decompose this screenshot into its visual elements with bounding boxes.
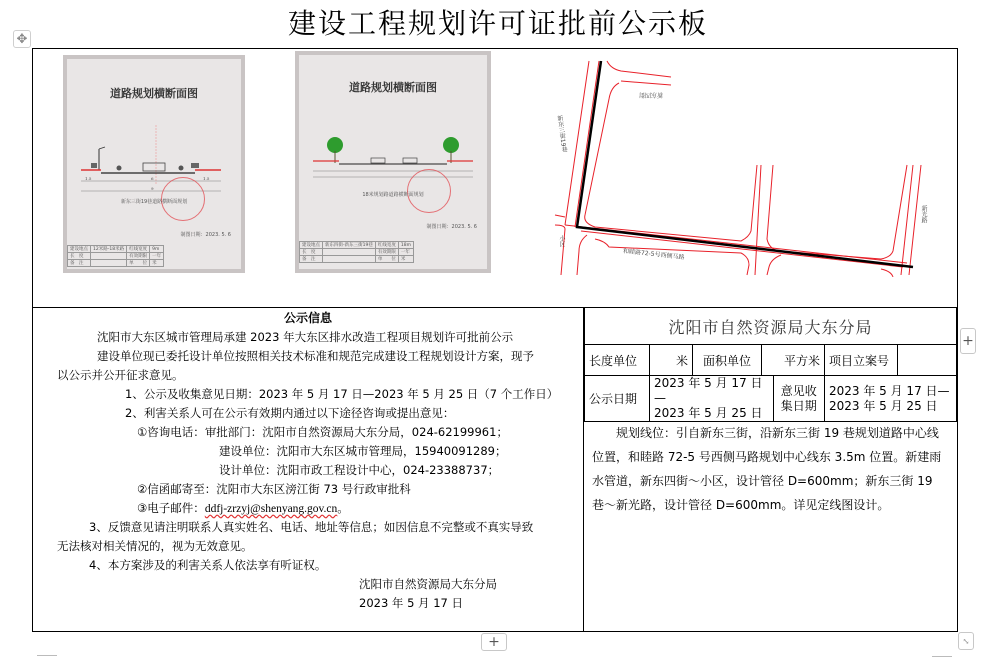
notice-heading: 公示信息 — [283, 311, 332, 325]
photo-info-table: 建设地点 12米路-18米路 红线宽度 9m 长 度 有效期限 一年 备 注 单 位 米 — [67, 245, 164, 267]
notice-item-4: 4、本方案涉及的利害关系人依法享有听证权。 — [89, 558, 327, 572]
photo-info-table: 建设地点 新东四街-新东三街19巷 红线宽度 18m 长 度 有效期限 一年 备 注 单 位 米 — [299, 241, 414, 263]
length-unit-label: 长度单位 — [585, 345, 650, 376]
notice-board-table — [32, 48, 958, 632]
consult-design-unit: 设计单位：沈阳市政工程设计中心，024-23388737； — [219, 463, 500, 477]
table-resize-handle-icon[interactable]: ⤡ — [958, 632, 974, 650]
road-label-right: 新光路 — [920, 205, 927, 223]
email-link[interactable]: ddfj-zrzyj@shenyang.gov.cn — [204, 503, 338, 515]
length-unit-value: 米 — [650, 345, 693, 376]
area-label-left: 小区 — [558, 235, 565, 247]
road-label-bottom: 和睦路72-5号西侧马路 — [622, 247, 685, 262]
area-unit-label: 面积单位 — [693, 345, 762, 376]
notice-item-2: 2、利害关系人可在公示有效期内通过以下途径咨询或提出意见： — [125, 406, 455, 420]
table-move-handle-icon[interactable]: ✥ — [13, 30, 31, 48]
add-row-button[interactable]: + — [481, 633, 507, 651]
project-no-value[interactable] — [898, 345, 957, 376]
consult-phone-row-1 — [137, 423, 508, 442]
notice-intro-1: 沈阳市大东区城市管理局承建 2023 年大东区排水改造工程项目规划许可批前公示 — [97, 330, 514, 344]
issuing-authority: 沈阳市自然资源局大东分局 — [585, 308, 957, 345]
project-info-table — [584, 307, 957, 422]
images-row — [33, 49, 957, 308]
notice-intro-2a: 建设单位现已委托设计单位按照相关技术标准和规范完成建设工程规划设计方案，现予 — [97, 349, 534, 363]
drawing-date: 制图日期：2023. 5. 6 — [180, 232, 231, 238]
notice-item-1: 1、公示及收集意见日期：2023 年 5 月 17 日—2023 年 5 月 25 日（7 个工作日） — [125, 387, 559, 401]
svg-text:6: 6 — [151, 176, 154, 181]
project-no-label: 项目立案号 — [825, 345, 898, 376]
svg-text:9: 9 — [151, 186, 154, 191]
svg-text:1.5: 1.5 — [203, 176, 210, 181]
area-unit-value: 平方米 — [762, 345, 825, 376]
photo-title: 道路规划横断面图 — [110, 87, 198, 100]
mail-address: ②信函邮寄至：沈阳市大东区滂江街 73 号行政审批科 — [137, 482, 411, 496]
photo-title: 道路规划横断面图 — [349, 81, 437, 94]
page-title: 建设工程规划许可证批前公示板 — [287, 7, 708, 40]
page-corner-mark-right — [932, 656, 952, 657]
photo-caption: 新东三街19巷道路横断面规划 — [120, 199, 188, 205]
notice-date-label: 公示日期 — [585, 376, 650, 422]
notice-item-3a: 3、反馈意见请注明联系人真实姓名、电话、地址等信息；如因信息不完整或不真实导致 — [89, 520, 534, 534]
road-label-top: 新东四街 — [639, 91, 664, 98]
add-column-button[interactable]: + — [960, 328, 976, 354]
road-label-left: 新东三街19巷 — [555, 114, 568, 153]
email-row: ③电子邮件：ddfj-zrzyj@shenyang.gov.cn。 — [137, 501, 349, 515]
collect-date-value: 2023 年 5 月 17 日— 2023 年 5 月 25 日 — [825, 376, 957, 422]
notice-date-value: 2023 年 5 月 17 日— 2023 年 5 月 25 日 — [650, 376, 774, 422]
cross-section-photo-1 — [63, 55, 245, 273]
collect-date-label: 意见收 集日期 — [773, 376, 824, 422]
road-cross-section-drawing — [81, 125, 231, 195]
road-alignment-drawing — [551, 55, 955, 277]
notice-info-cell — [33, 307, 584, 631]
page-corner-mark-left — [37, 655, 57, 656]
svg-text:1.5: 1.5 — [85, 176, 92, 181]
signature-org: 沈阳市自然资源局大东分局 — [359, 577, 497, 591]
alignment-map — [551, 55, 955, 277]
notice-intro-2b: 以公示并公开征求意见。 — [57, 368, 184, 382]
photo-caption: 18米规划路道路横断面规划 — [362, 192, 424, 198]
road-cross-section-drawing — [313, 129, 473, 179]
drawing-date: 制图日期：2023. 5. 6 — [426, 224, 477, 230]
info-table-cell — [584, 307, 956, 631]
consult-label: ①咨询电话： — [137, 425, 205, 439]
notice-item-3b: 无法核对相关情况的，视为无效意见。 — [57, 539, 253, 553]
consult-approval-dept: 审批部门：沈阳市自然资源局大东分局，024-62199961； — [204, 425, 508, 439]
signature-date: 2023 年 5 月 17 日 — [359, 596, 463, 610]
consult-construction-unit: 建设单位：沈阳市大东区城市管理局，15940091289； — [219, 444, 507, 458]
planning-description: 规划线位：引自新东三街，沿新东三街 19 巷规划道路中心线位置，和睦路 72-5 号西侧马路规划中心线东 3.5m 位置。新建雨水管道，新东四街～小区，设计管径 D=600mm；新东三街 19 巷～新光路，设计管径 D=600mm。详见定线图设计。 — [592, 426, 942, 512]
cross-section-photo-2 — [295, 51, 491, 273]
email-label: ③电子邮件： — [137, 501, 205, 515]
